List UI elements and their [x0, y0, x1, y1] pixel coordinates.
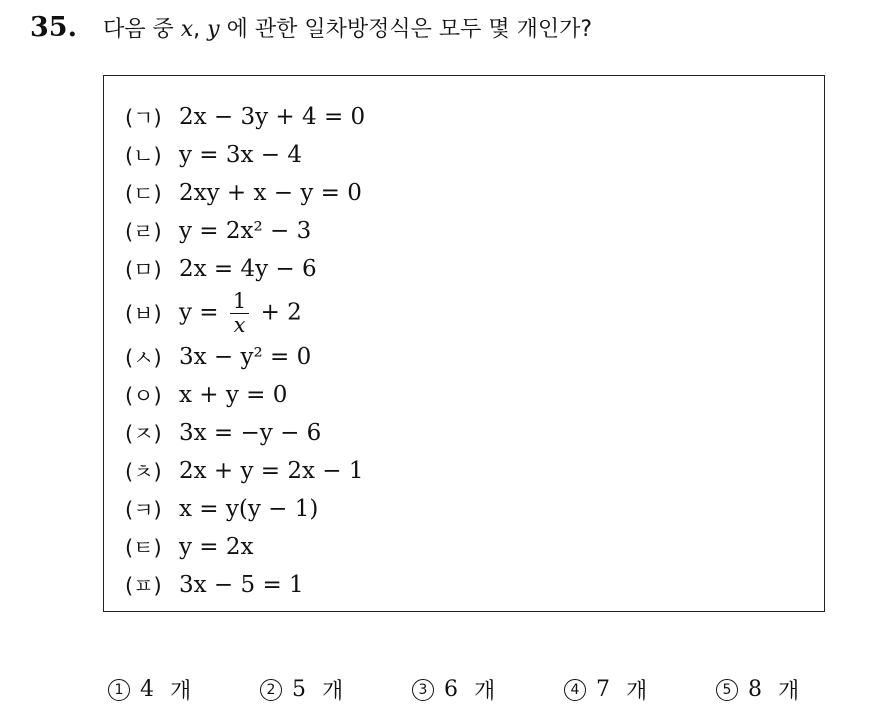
answer-choice-2[interactable]: [260, 674, 412, 705]
equation-expr-fraction: [179, 288, 302, 337]
question-comma: ,: [193, 17, 208, 42]
choice-unit: 개: [322, 679, 344, 704]
equation-label: (ㅋ): [125, 498, 162, 522]
equation-label: (ㅌ): [125, 536, 162, 560]
equation-label: (ㄱ): [125, 106, 162, 130]
question-stem: [30, 12, 592, 43]
equation-label: (ㅂ): [125, 302, 162, 326]
choice-value: 5: [292, 677, 306, 702]
equation-label: (ㄹ): [125, 220, 162, 244]
choice-value: 7: [596, 677, 610, 702]
choice-unit: 개: [474, 679, 496, 704]
choice-unit: 개: [626, 679, 648, 704]
equation-item: [125, 376, 365, 414]
equation-item: [125, 250, 365, 288]
question-text-before: 다음 중: [102, 17, 181, 42]
equation-expr: y = 2x: [179, 534, 254, 560]
choice-value: 4: [140, 677, 154, 702]
question-var-y: y: [207, 17, 220, 42]
equation-expr: x = y(y − 1): [179, 496, 319, 522]
choice-mark-4: 4: [564, 679, 586, 701]
equation-expr: y = 2x² − 3: [179, 218, 312, 244]
equation-label: (ㅍ): [125, 574, 162, 598]
fraction-lhs: y =: [179, 299, 219, 325]
equation-expr: x + y = 0: [179, 382, 288, 408]
fraction-rhs: + 2: [260, 299, 302, 325]
choice-mark-2: 2: [260, 679, 282, 701]
equation-item: [125, 174, 365, 212]
equation-item: [125, 212, 365, 250]
equation-box: [103, 75, 825, 612]
choice-unit: 개: [778, 679, 800, 704]
equation-item: [125, 288, 365, 338]
choice-value: 6: [444, 677, 458, 702]
equation-item: [125, 136, 365, 174]
equation-expr: 2x + y = 2x − 1: [179, 458, 364, 484]
fraction-numerator: 1: [230, 291, 249, 314]
equation-expr: 2xy + x − y = 0: [179, 180, 362, 206]
equation-expr: y = 3x − 4: [179, 142, 303, 168]
choice-unit: 개: [170, 679, 192, 704]
question-var-x: x: [180, 17, 194, 42]
choice-mark-3: 3: [412, 679, 434, 701]
equation-label: (ㅁ): [125, 258, 162, 282]
equation-item: [125, 414, 365, 452]
choice-mark-1: 1: [108, 679, 130, 701]
answer-choice-4[interactable]: [564, 674, 716, 705]
equation-label: (ㅈ): [125, 422, 162, 446]
equation-expr: 3x − 5 = 1: [179, 572, 304, 598]
equation-item: [125, 338, 365, 376]
fraction: [230, 288, 249, 337]
equation-label: (ㄴ): [125, 144, 162, 168]
answer-choices: [108, 674, 868, 705]
equation-label: (ㅊ): [125, 460, 162, 484]
fraction-denominator: x: [233, 312, 246, 337]
question-text: [103, 12, 592, 43]
answer-choice-1[interactable]: [108, 674, 260, 705]
equation-item: [125, 452, 365, 490]
answer-choice-3[interactable]: [412, 674, 564, 705]
equation-label: (ㅅ): [125, 346, 162, 370]
choice-value: 8: [748, 677, 762, 702]
equation-expr: 2x = 4y − 6: [179, 256, 317, 282]
answer-choice-5[interactable]: [716, 674, 868, 705]
equation-expr: 2x − 3y + 4 = 0: [179, 104, 366, 130]
equation-item: [125, 490, 365, 528]
question-number: 35.: [30, 12, 77, 43]
equation-list: [125, 98, 365, 604]
choice-mark-5: 5: [716, 679, 738, 701]
equation-label: (ㄷ): [125, 182, 162, 206]
question-text-after: 에 관한 일차방정식은 모두 몇 개인가?: [219, 17, 593, 42]
equation-expr: 3x = −y − 6: [179, 420, 322, 446]
equation-item: [125, 566, 365, 604]
equation-expr: 3x − y² = 0: [179, 344, 312, 370]
equation-item: [125, 528, 365, 566]
equation-item: [125, 98, 365, 136]
equation-label: (ㅇ): [125, 384, 162, 408]
